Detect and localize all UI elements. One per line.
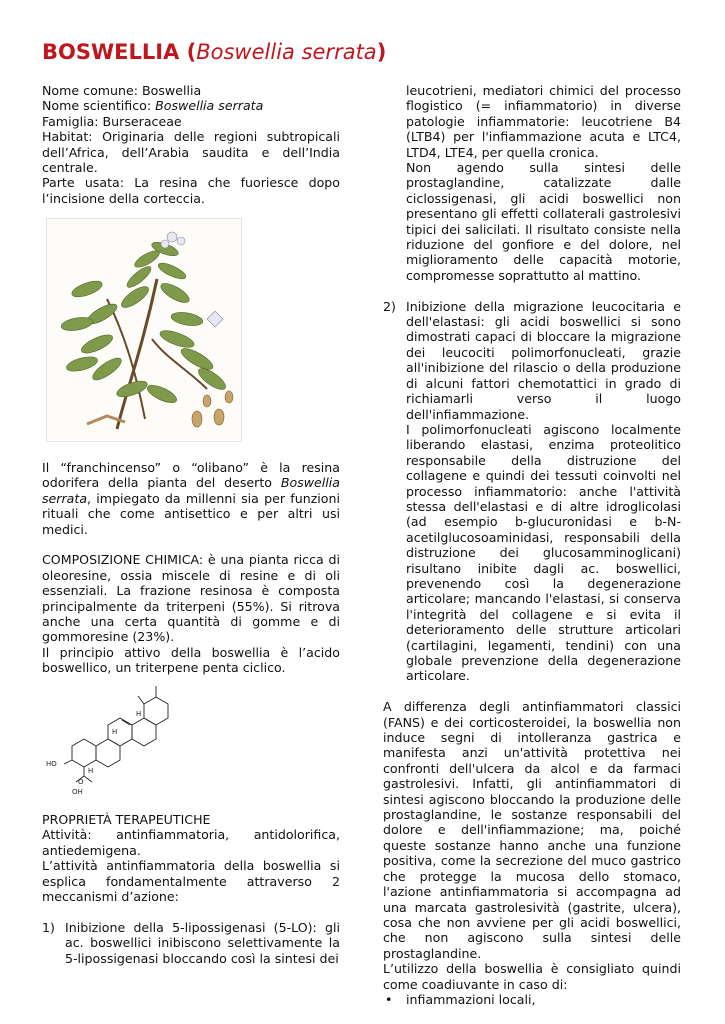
info-block	[42, 83, 340, 206]
info-common-name: Nome comune: Boswellia	[42, 83, 202, 98]
bullet-text: infiammazioni locali,	[406, 991, 536, 1007]
bullet-icon: •	[385, 991, 393, 1007]
right-column	[383, 83, 681, 1007]
info-habitat: Habitat: Originaria delle regioni subtropicali dell’Africa, dell’Arabia saudita e dell’India centrale.	[42, 129, 340, 176]
composizione-paragraph: COMPOSIZIONE CHIMICA: è una pianta ricca di oleoresine, ossia miscele di resine e di oli essenziali. La frazione resinosa è composta principalmente da triterpeni (55%). Si ritrova anche una certa quantità di gomme e di gommoresine (23%).	[42, 552, 340, 645]
principio-attivo-paragraph: Il principio attivo della boswellia è l’acido boswellico, un triterpene penta ciclico.	[42, 644, 340, 676]
proprieta-section	[42, 812, 340, 966]
utilizzo-paragraph: L’utilizzo della boswellia è consigliato quindi come coadiuvante in caso di:	[383, 961, 681, 992]
list-item	[383, 992, 681, 1007]
item-2-text-b: I polimorfonucleati agiscono localmente liberando elastasi, enzima proteolitico responsabile della distruzione del collagene e quindi dei tessuti coinvolti nel processo infiammatorio: anche l'attività stessa dell'elastasi e di altre idroglicolasi (ad esempio b-glucuronidasi e b-N-acetilglucosoaminidasi, responsabili della distruzione dei glucosamminoglicani) risultano inibite dagli ac. boswellici, prevenendo così la degenerazione articolare; mancando l'elastasi, si conserva l'integrità del collagene e si evita il deterioramento delle strutture articolari (cartilagini, legamenti, tendini) con una globale prevenzione della degenerazione articolare.	[406, 421, 681, 684]
h-label-2: H	[112, 728, 118, 736]
boswellic-acid-structure	[42, 676, 172, 798]
item-1-text: Inibizione della 5-lipossigenasi (5-LO): gli ac. boswellici inibiscono selettivamente la 5-lipossigenasi bloccando così la sintesi dei	[65, 919, 340, 966]
meccanismi-intro: L’attività antinfiammatoria della boswellia si esplica fondamentalmente attraverso 2 meccanismi d’azione:	[42, 858, 340, 905]
h-label-1: H	[88, 767, 94, 775]
ho-label: HO	[46, 760, 57, 768]
info-family: Famiglia: Burseraceae	[42, 113, 182, 129]
page-title: BOSWELLIA (Boswellia serrata)	[42, 40, 387, 64]
proprieta-heading: PROPRIETÀ TERAPEUTICHE	[42, 812, 211, 827]
item-2-text-a: Inibizione della migrazione leucocitaria e dell'elastasi: gli acidi boswellici si sono dimostrati capaci di bloccare la migrazione dei leucociti polimorfonucleati, grazie all'inibizione del rilascio o della produzione di alcuni fattori chemotattici in grado di richiamarli verso il luogo dell'infiammazione.	[406, 298, 681, 422]
plant-drawing	[47, 219, 241, 441]
item-1-continued-text: leucotrieni, mediatori chimici del processo flogistico (= infiammatorio) in diverse patologie infiammatorie: leucotriene B4 (LTB4) per l'infiammazione acuta e LTC4, LTD4, LTE4, per quella cronica.	[406, 83, 681, 160]
info-part-used: Parte usata: La resina che fuoriesce dopo l’incisione della corteccia.	[42, 175, 340, 206]
attivita-line: Attività: antinfiammatoria, antidolorifica, antiedemigena.	[42, 827, 340, 858]
item-number: 2)	[383, 298, 396, 314]
item-number: 1)	[42, 919, 55, 935]
info-scientific-name: Nome scientifico: Boswellia serrata	[42, 98, 264, 114]
o-label: O	[78, 778, 84, 786]
molecule-drawing	[42, 676, 172, 798]
left-body	[42, 460, 340, 676]
h-label-3: H	[136, 710, 142, 718]
mechanism-item-1-continued	[383, 83, 681, 283]
mechanism-item-2	[383, 299, 681, 684]
franchincenso-paragraph: Il “franchincenso” o “olibano” è la resina odorifera della pianta del deserto Boswellia serrata, impiegato da millenni sia per funzioni rituali che come antisettico e per altri usi medici.	[42, 460, 340, 537]
oh-label: OH	[72, 788, 83, 796]
mechanism-item-1	[42, 920, 340, 966]
item-1-continued-text-2: Non agendo sulla sintesi delle prostaglandine, catalizzate dalle ciclossigenasi, gli acidi boswellici non presentano gli effetti collaterali gastrolesivi tipici dei salicilati. Il risultato consiste nella riduzione del gonfiore e del dolore, nel miglioramento delle capacità motorie, compromesse soprattutto al mattino.	[406, 160, 681, 283]
boswellia-illustration	[46, 218, 242, 442]
fans-paragraph: A differenza degli antinfiammatori classici (FANS) e dei corticosteroidei, la boswellia non induce segni di intolleranza gastrica e manifesta anzi un'attività protettiva nei confronti dell'ulcera da alcol e da farmaci gastrolesivi. Infatti, gli antinfiammatori di sintesi agiscono bloccando la produzione delle prostaglandine, le sostanze responsabili del dolore e dell'infiammazione; ma, poiché queste sostanze hanno anche una funzione positiva, come la secrezione del muco gastrico che protegge la mucosa dello stomaco, l'azione antinfiammatoria si accompagna ad una marcata gastrolesività (gastrite, ulcera), cosa che non avviene per gli acidi boswellici, che non agiscono sulla sintesi delle prostaglandine.	[383, 699, 681, 961]
